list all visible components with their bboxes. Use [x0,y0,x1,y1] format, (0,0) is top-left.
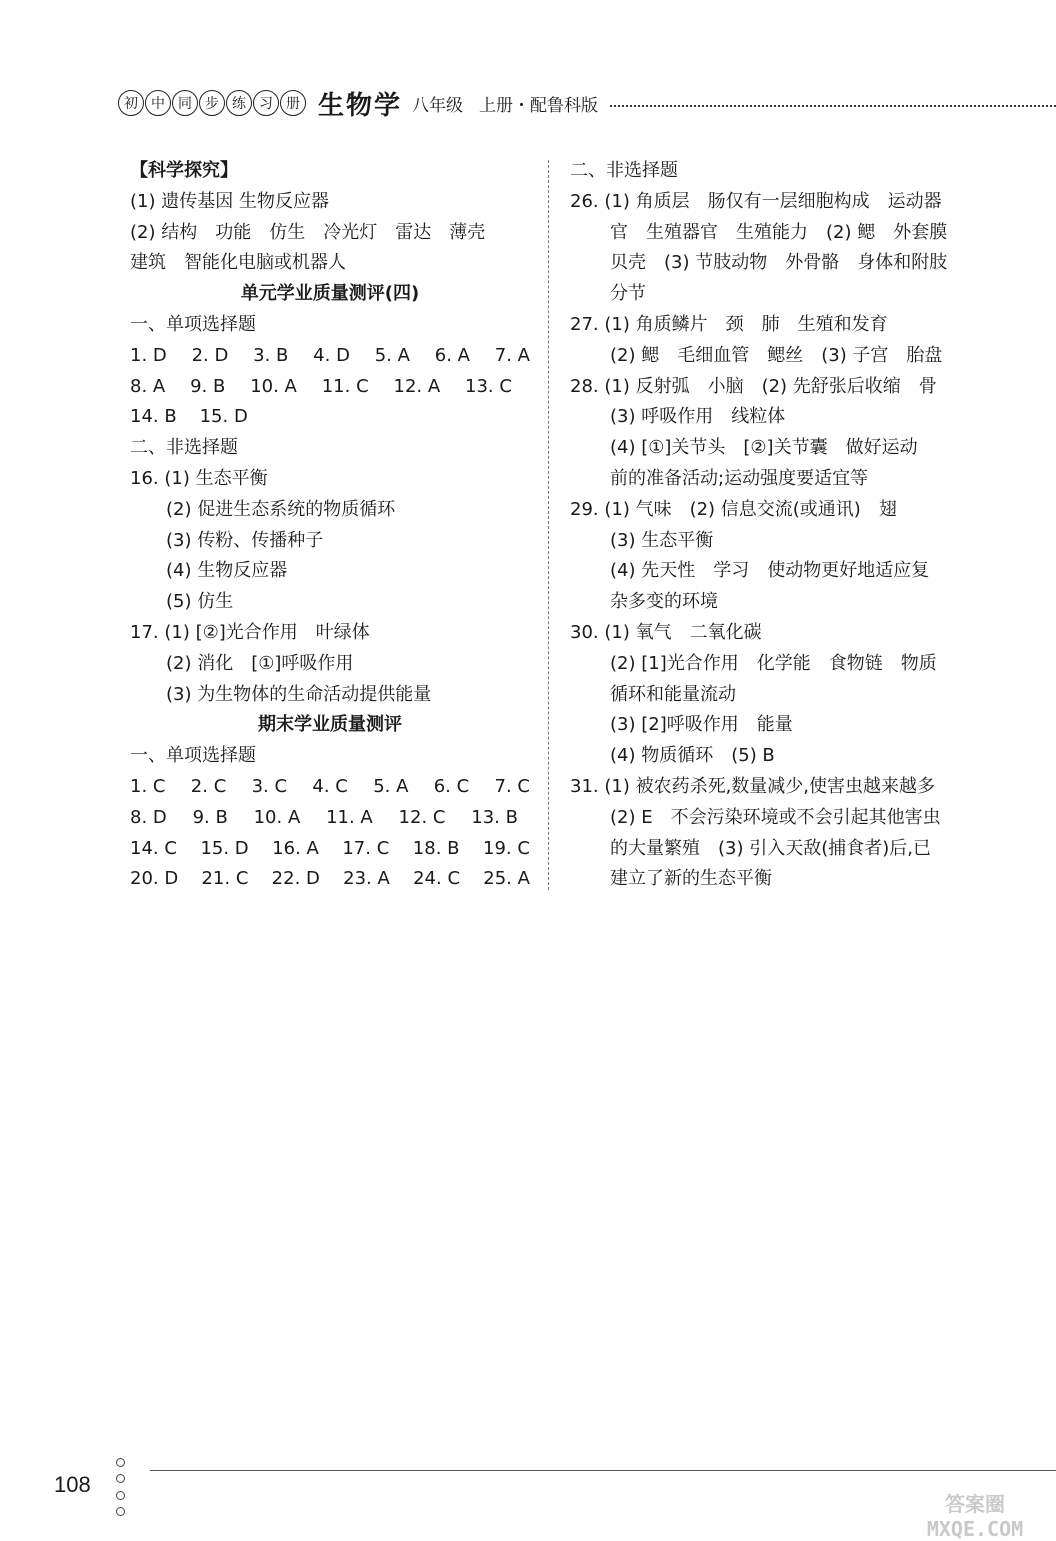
section-heading: 一、单项选择题 [130,313,256,335]
mc-row [130,834,530,865]
answer-line: (1) 遗传基因 生物反应器 [130,190,329,212]
series-char: 步 [199,90,225,116]
mc-row [130,341,530,372]
footer-decoration [116,1458,126,1516]
mc-answer: 16. A [272,837,319,859]
right-column [570,156,980,895]
answer-line: (4) 物质循环 (5) B [610,745,775,767]
subject-title: 生物学 [318,90,403,121]
mc-answer: 8. A [130,375,166,397]
series-title [118,90,306,116]
answer-line: 循环和能量流动 [610,683,736,705]
answer-line: (3) 传粉、传播种子 [166,529,324,551]
left-column [130,156,530,895]
answer-line: 31. (1) 被农药杀死,数量减少,使害虫越来越多 [570,775,936,797]
mc-row [130,402,530,433]
answer-line: (4) 先天性 学习 使动物更好地适应复 [610,560,930,582]
mc-row [130,372,512,403]
answer-line: (2) 鳃 毛细血管 鳃丝 (3) 子宫 胎盘 [610,344,943,366]
mc-row [130,772,530,803]
mc-row [130,864,530,895]
mc-answer: 21. C [201,868,249,890]
mc-answer: 15. D [200,837,249,859]
mc-answer: 10. A [253,806,301,828]
answer-line: (3) 生态平衡 [610,529,714,551]
mc-answer: 9. B [192,806,228,828]
answer-line: 官 生殖器官 生殖能力 (2) 鳃 外套膜 [610,221,948,243]
mc-answer: 11. A [326,806,373,828]
answer-line: (2) 促进生态系统的物质循环 [166,498,396,520]
answer-line: 29. (1) 气味 (2) 信息交流(或通讯) 翅 [570,498,897,520]
answer-line: (2) 消化 [①]呼吸作用 [166,652,354,674]
series-char: 中 [145,90,171,116]
unit4-title: 单元学业质量测评(四) [240,283,420,305]
answer-line: (4) [①]关节头 [②]关节囊 做好运动 [610,437,918,459]
section-heading: 二、非选择题 [130,437,238,459]
mc-answer: 12. A [393,375,441,397]
mc-answer: 12. C [398,806,446,828]
series-char: 册 [280,90,306,116]
mc-answer: 25. A [483,868,530,890]
mc-answer: 1. C [130,775,166,797]
answer-line: 17. (1) [②]光合作用 叶绿体 [130,621,370,643]
mc-answer: 4. C [312,775,348,797]
section-heading: 二、非选择题 [570,160,678,181]
answer-line: (3) 为生物体的生命活动提供能量 [166,683,432,705]
answer-line: 建筑 智能化电脑或机器人 [130,252,346,274]
mc-answer: 5. A [374,344,410,366]
answer-line: (5) 仿生 [166,591,234,613]
footer-rule [150,1470,1056,1471]
answer-line: 28. (1) 反射弧 小脑 (2) 先舒张后收缩 骨 [570,375,937,397]
watermark-logo: 答案圈 MXQE.COM [926,1492,1024,1541]
answer-line: 前的准备活动;运动强度要适宜等 [610,467,869,489]
page-header [118,86,1056,120]
mc-answer: 6. C [433,775,470,797]
mc-answer: 9. B [190,375,226,397]
answer-line: 贝壳 (3) 节肢动物 外骨骼 身体和附肢 [610,252,948,274]
answer-line: (2) E 不会污染环境或不会引起其他害虫 [610,806,941,828]
answer-line: 分节 [610,283,646,305]
edition-label: 上册・配鲁科版 [479,95,599,116]
series-char: 初 [118,90,144,116]
mc-answer: 1. D [130,344,167,366]
answer-line: 建立了新的生态平衡 [610,868,772,890]
series-char: 同 [172,90,198,116]
final-exam-title: 期末学业质量测评 [258,714,402,736]
mc-answer: 14. B [130,406,177,428]
answer-line: 27. (1) 角质鳞片 颈 肺 生殖和发育 [570,313,888,335]
answer-line: 杂多变的环境 [610,591,718,613]
mc-answer: 13. C [465,375,512,397]
answer-line: (3) 呼吸作用 线粒体 [610,406,786,428]
page-number: 108 [54,1472,91,1497]
mc-answer: 23. A [343,868,390,890]
mc-answer: 3. C [251,775,288,797]
answer-line: 的大量繁殖 (3) 引入天敌(捕食者)后,已 [610,837,931,859]
mc-answer: 15. D [199,406,248,428]
mc-answer: 20. D [130,868,179,890]
mc-answer: 2. C [190,775,227,797]
mc-answer: 7. A [494,344,530,366]
answer-line: 16. (1) 生态平衡 [130,467,268,489]
series-char: 习 [253,90,279,116]
mc-answer: 11. C [321,375,369,397]
series-char: 练 [226,90,252,116]
mc-answer: 3. B [253,344,289,366]
grade-label: 八年级 [412,95,464,116]
mc-answer: 10. A [250,375,297,397]
mc-answer: 13. B [471,806,518,828]
mc-row [130,803,518,834]
column-divider [548,160,549,890]
mc-answer: 17. C [342,837,390,859]
mc-answer: 14. C [130,837,177,859]
answer-line: (3) [2]呼吸作用 能量 [610,714,793,736]
mc-answer: 6. A [434,344,470,366]
answer-line: (2) 结构 功能 仿生 冷光灯 雷达 薄壳 [130,221,486,243]
section-heading: 一、单项选择题 [130,745,256,767]
mc-answer: 5. A [373,775,409,797]
mc-answer: 8. D [130,806,167,828]
section-title: 【科学探究】 [130,160,238,181]
mc-answer: 7. C [494,775,530,797]
mc-answer: 18. B [412,837,460,859]
mc-answer: 24. C [413,868,461,890]
answer-line: (2) [1]光合作用 化学能 食物链 物质 [610,652,937,674]
answer-line: 30. (1) 氧气 二氧化碳 [570,621,762,643]
mc-answer: 19. C [483,837,530,859]
mc-answer: 4. D [313,344,350,366]
answer-line: 26. (1) 角质层 肠仅有一层细胞构成 运动器 [570,190,942,212]
answer-line: (4) 生物反应器 [166,560,288,582]
mc-answer: 2. D [191,344,229,366]
header-dotted-rule [610,105,1056,107]
mc-answer: 22. D [271,868,320,890]
